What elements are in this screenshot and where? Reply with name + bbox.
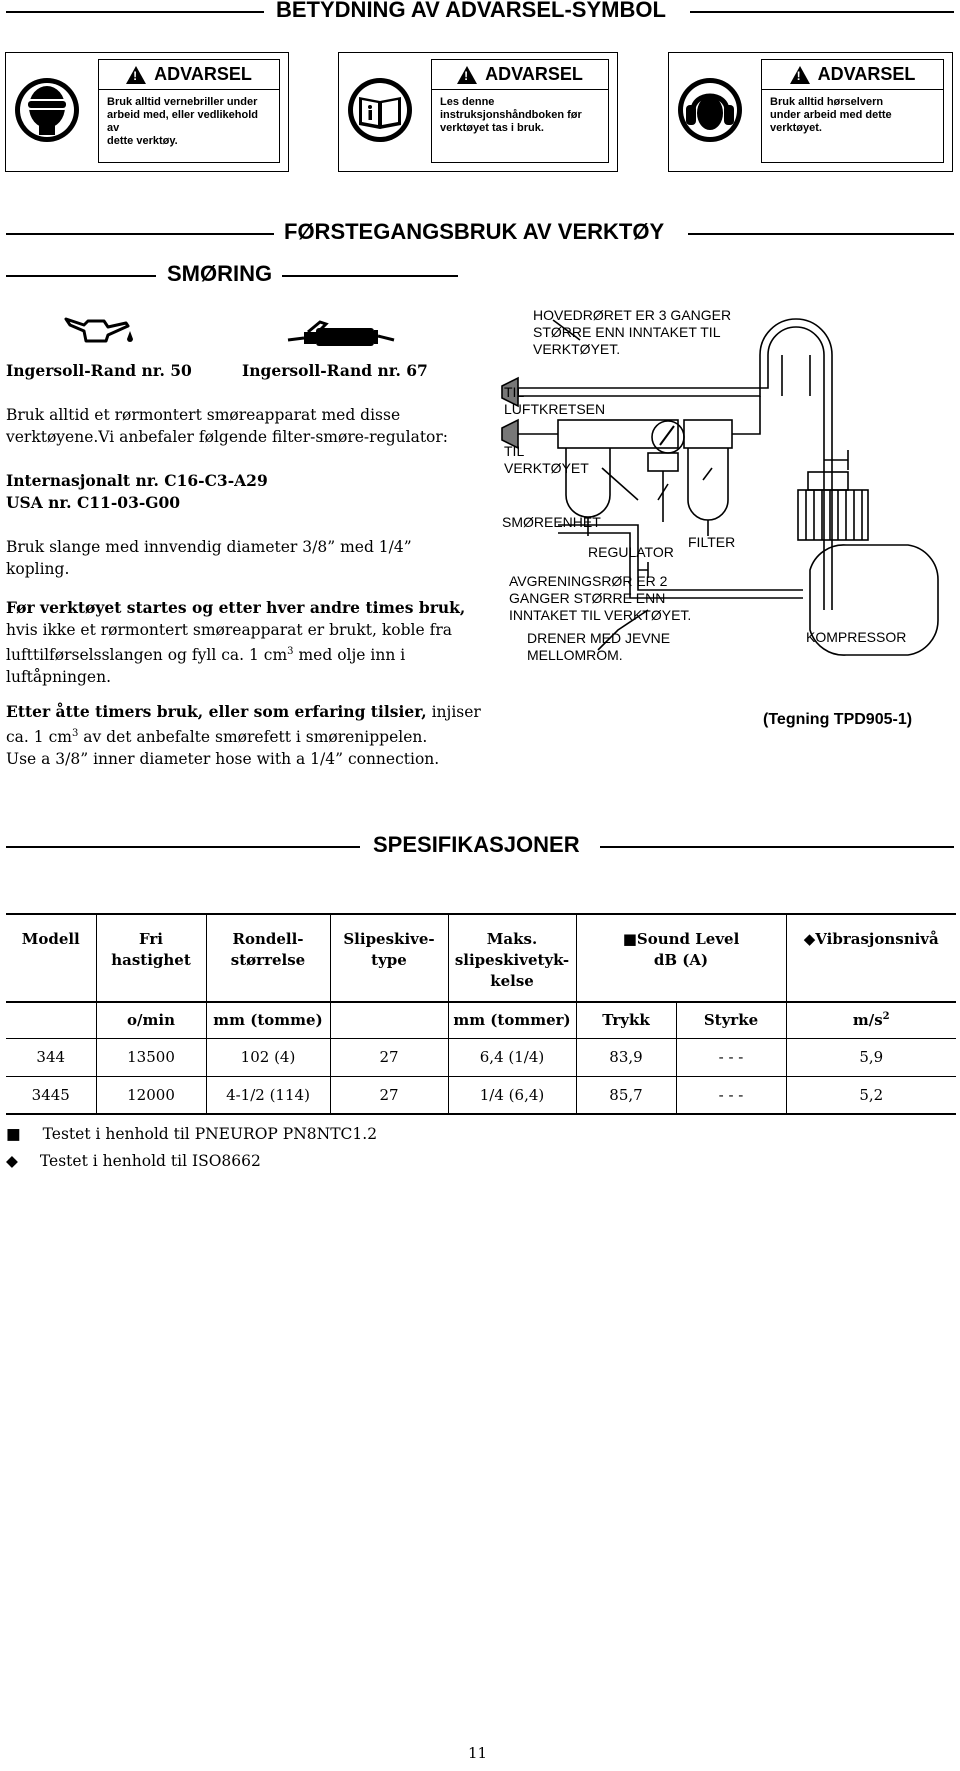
to-tool-label: TIL VERKTØYET [504,443,589,476]
title-rule-left [6,275,156,277]
warning-triangle-icon [790,66,810,84]
title-rule-left [6,846,360,848]
regulator-label: REGULATOR [588,544,674,560]
title-rule-right [600,846,954,848]
table-row: 3445 12000 4-1/2 (114) 27 1/4 (6,4) 85,7 - - - 5,2 [6,1076,956,1114]
square-bullet-icon: ■ [6,1125,21,1143]
footnote-pneurop: ■ Testet i henhold til PNEUROP PN8NTC1.2 [6,1125,378,1143]
oil-can-icon [62,313,137,349]
header-wheel-type: Slipeskive- type [330,914,448,1002]
specifications-table [6,913,956,1115]
warning-label [98,59,280,163]
warning-symbols-title: BETYDNING AV ADVARSEL-SYMBOL [276,0,666,22]
footnote-iso: ◆ Testet i henhold til ISO8662 [6,1152,261,1170]
diagram-caption: (Tegning TPD905-1) [763,711,913,728]
warning-heading: ! ADVARSEL [99,60,279,90]
warning-label [761,59,944,163]
header-sound-level: ■Sound Level dB (A) [576,914,786,1002]
lubricator-label: SMØREENHET [502,514,601,530]
square-bullet-icon: ■ [622,930,637,948]
ear-protection-icon [677,77,743,143]
warning-text: Bruk alltid hørselvern under arbeid med dette verktøyet. [770,96,892,134]
to-circuit-label: TIL LUFTKRETSEN [504,384,606,417]
lubrication-title: SMØRING [167,261,273,286]
part-number-50: Ingersoll-Rand nr. 50 [6,361,192,380]
warning-card-manual [338,52,618,172]
title-rule-right [282,275,458,277]
table-row: 344 13500 102 (4) 27 6,4 (1/4) 83,9 - - - 5,9 [6,1038,956,1076]
diamond-bullet-icon: ◆ [6,1152,18,1170]
warning-card-goggles [5,52,289,172]
header-model: Modell [21,930,80,948]
compressor-label: KOMPRESSOR [806,629,907,645]
page-number: 11 [468,1744,488,1762]
filter-label: FILTER [688,534,736,550]
warning-triangle-icon [457,66,477,84]
drain-label: DRENER MED JEVNE MELLOMROM. [527,630,671,663]
title-rule-left [6,233,274,235]
manual-book-icon [347,77,413,143]
header-max-thickness: Maks. slipeskivetyk- kelse [448,914,576,1002]
lubrication-paragraph-1: Bruk alltid et rørmontert smøreapparat med disse verktøyene.Vi anbefaler følgende filter-smøre-regulator: [6,406,449,446]
header-speed: Fri hastighet [96,914,206,1002]
header-pad-size: Rondell- størrelse [206,914,330,1002]
warning-text: Bruk alltid vernebriller under arbeid med, eller vedlikehold av dette verktøy. [107,96,258,147]
warning-card-hearing [668,52,953,172]
diamond-bullet-icon: ◆ [803,930,816,948]
title-rule-left [6,11,264,13]
main-pipe-label: HOVEDRØRET ER 3 GANGER STØRRE ENN INNTAKET TIL VERKTØYET. [533,307,732,357]
title-rule-right [690,11,954,13]
grease-gun-icon [286,318,396,352]
safety-goggles-icon [14,77,80,143]
header-vibration: ◆Vibrasjonsnivå [786,914,956,1002]
lubrication-paragraph-3: Før verktøyet startes og etter hver andre times bruk, hvis ikke et rørmontert smøreapparat er brukt, koble fra lufttilførselsslangen og fyll ca. 1 $cm^3$ med olje inn i luftåpningen. [6,598,466,687]
warning-label [431,59,609,163]
warning-triangle-icon [126,66,146,84]
recommended-parts: Internasjonalt nr. C16-C3-A29 USA nr. C11-03-G00 [6,471,268,512]
table-units-row: o/min mm (tomme) mm (tommer) Trykk Styrke $m/s^2$ [6,1002,956,1038]
warning-heading: ! ADVARSEL [762,60,943,90]
warning-text: Les denne instruksjonshåndboken før verktøyet tas i bruk. [440,96,582,134]
specs-title: SPESIFIKASJONER [373,832,580,857]
title-rule-right [688,233,954,235]
warning-heading: ! ADVARSEL [432,60,608,90]
branch-pipe-label: AVGRENINGSRØR ER 2 GANGER STØRRE ENN INNTAKET TIL VERKTØYET. [509,573,692,623]
lubrication-paragraph-4: Etter åtte timers bruk, eller som erfaring tilsier, injiser ca. 1 $cm^3$ av det anbefalte smørefett i smørenippelen. Use a 3/8” inner diameter hose with a 1/4” connection. [6,702,481,769]
lubrication-paragraph-2: Bruk slange med innvendig diameter 3/8” med 1/4” kopling. [6,538,412,578]
part-number-67: Ingersoll-Rand nr. 67 [242,361,428,380]
first-use-title: FØRSTEGANGSBRUK AV VERKTØY [284,219,665,244]
table-header-row [6,914,956,1002]
